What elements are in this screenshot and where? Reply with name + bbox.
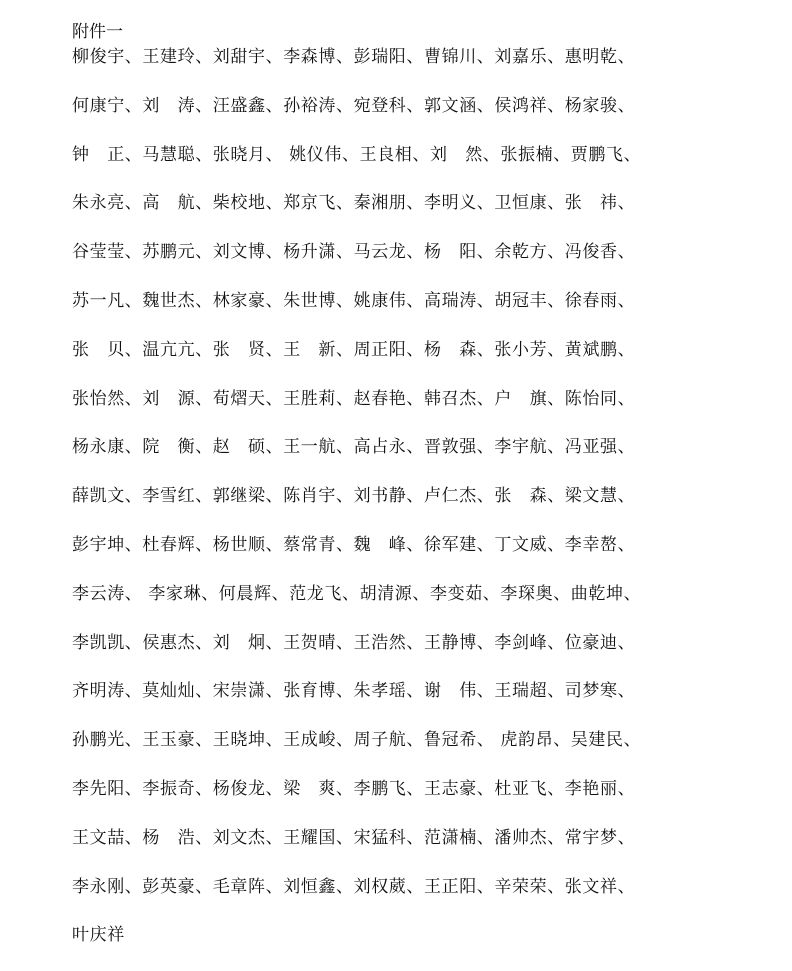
- name-line: 齐明涛、莫灿灿、宋崇潇、张育博、朱孝瑶、谢 伟、王瑞超、司梦寒、: [72, 681, 636, 702]
- name-line: 张 贝、温亢亢、张 贤、王 新、周正阳、杨 森、张小芳、黄斌鹏、: [72, 339, 636, 360]
- name-line: 王文喆、杨 浩、刘文杰、王耀国、宋猛科、范潇楠、潘帅杰、常宇梦、: [72, 827, 636, 848]
- name-line: 孙鹏光、王玉豪、王晓坤、王成峻、周子航、鲁冠希、 虎韵昂、吴建民、: [72, 730, 642, 751]
- name-line: 李云涛、 李家琳、何晨辉、范龙飞、胡清源、李变茹、李琛奥、曲乾坤、: [72, 583, 642, 604]
- name-line: 杨永康、院 衡、赵 硕、王一航、高占永、晋敦强、李宇航、冯亚强、: [72, 437, 636, 458]
- attachment-heading: 附件一: [72, 22, 123, 42]
- name-list: [72, 44, 772, 971]
- name-line: 苏一凡、魏世杰、林家豪、朱世博、姚康伟、高瑞涛、胡冠丰、徐春雨、: [72, 290, 636, 311]
- name-line: 彭宇坤、杜春辉、杨世顺、蔡常青、魏 峰、徐军建、丁文威、李幸嶅、: [72, 534, 636, 555]
- name-line: 钟 正、马慧聪、张晓月、 姚仪伟、王良相、刘 然、张振楠、贾鹏飞、: [72, 144, 642, 165]
- name-line: 薛凯文、李雪红、郭继梁、陈肖宇、刘书静、卢仁杰、张 森、梁文慧、: [72, 486, 636, 507]
- name-line: 李永刚、彭英豪、毛章阵、刘恒鑫、刘权葳、王正阳、辛荣荣、张文祥、: [72, 876, 636, 897]
- name-line: 李凯凯、侯惠杰、刘 炯、王贺晴、王浩然、王静博、李剑峰、位豪迪、: [72, 632, 636, 653]
- name-line: 张怡然、刘 源、荀熠天、王胜莉、赵春艳、韩召杰、户 旗、陈怡同、: [72, 388, 636, 409]
- name-line: 李先阳、李振奇、杨俊龙、梁 爽、李鹏飞、王志豪、杜亚飞、李艳丽、: [72, 778, 636, 799]
- name-line: 朱永亮、高 航、柴校地、郑京飞、秦湘朋、李明义、卫恒康、张 祎、: [72, 193, 636, 214]
- name-line: 叶庆祥: [72, 925, 125, 946]
- name-line: 何康宁、刘 涛、汪盛鑫、孙裕涛、宛登科、郭文涵、侯鸿祥、杨家骏、: [72, 95, 636, 116]
- name-line: 谷莹莹、苏鹏元、刘文博、杨升潇、马云龙、杨 阳、余乾方、冯俊香、: [72, 242, 636, 263]
- name-line: 柳俊宇、王建玲、刘甜宇、李森博、彭瑞阳、曹锦川、刘嘉乐、惠明乾、: [72, 47, 636, 67]
